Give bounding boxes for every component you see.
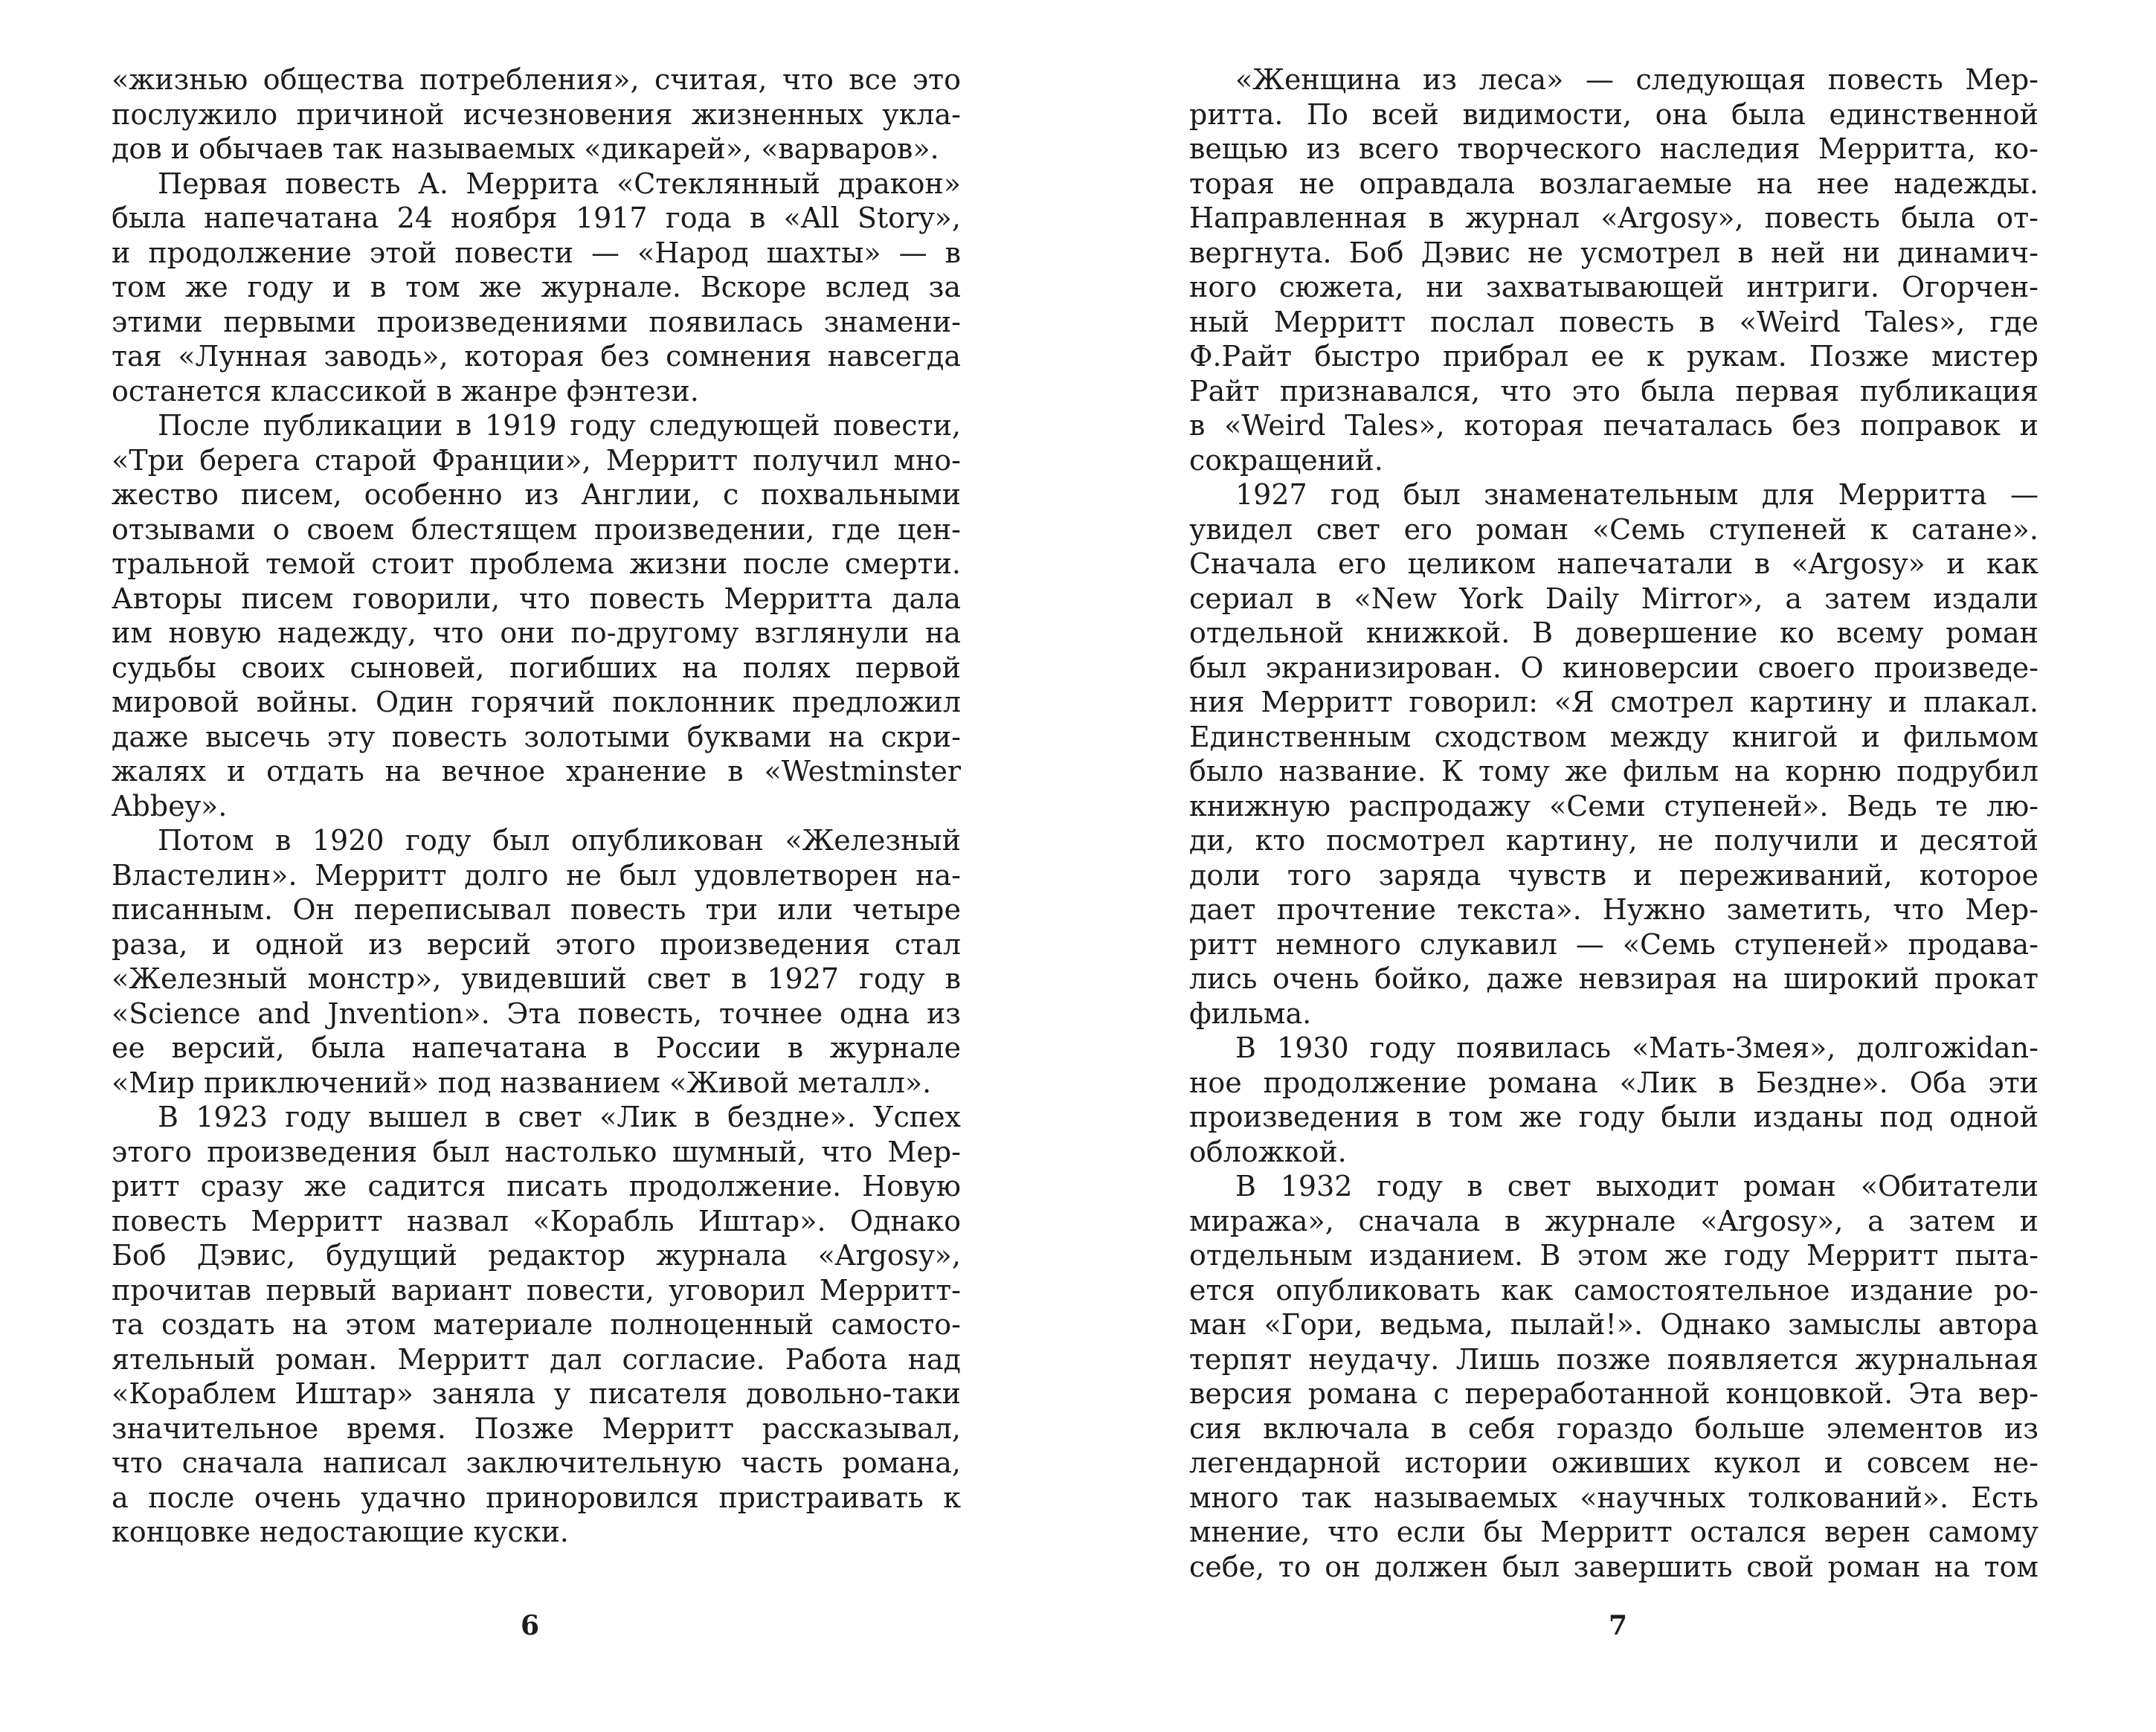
text-line: этого произведения был настолько шумный, что Мер- bbox=[112, 1135, 961, 1168]
text-line: а после очень удачно приноровился пристраивать к bbox=[112, 1481, 961, 1514]
text-line: этими первыми произведениями появилась знамени- bbox=[112, 305, 961, 338]
text-line: раза, и одной из версий этого произведения стал bbox=[112, 927, 961, 961]
text-line: В 1932 году в свет выходит роман «Обитатели bbox=[1235, 1170, 2038, 1203]
text-line: «Три берега старой Франции», Мерритт получил мно- bbox=[112, 443, 961, 477]
text-line: вещью из всего творческого наследия Мерритта, ко- bbox=[1189, 132, 2038, 165]
text-line: ритт сразу же садится писать продолжение. Новую bbox=[112, 1170, 961, 1203]
text-line: В 1930 году появилась «Мать-Змея», долгожidan- bbox=[1235, 1031, 2038, 1064]
text-line: себе, то он должен был завершить свой роман на том bbox=[1189, 1550, 2038, 1583]
text-line: Авторы писем говорили, что повесть Мерритта дала bbox=[112, 582, 961, 615]
text-line: «Женщина из леса» — следующая повесть Мер- bbox=[1235, 63, 2038, 96]
text-line: После публикации в 1919 году следующей повести, bbox=[158, 409, 961, 442]
text-line: «Science and Jnvention». Эта повесть, точнее одна из bbox=[112, 997, 961, 1030]
text-line: мнение, что если бы Мерритт остался верен самому bbox=[1189, 1516, 2038, 1548]
right-page-number: 7 bbox=[1609, 1610, 1628, 1641]
text-line: фильма. bbox=[1189, 997, 1312, 1030]
text-line: Abbey». bbox=[112, 789, 228, 822]
text-line: была напечатана 24 ноября 1917 года в «All Story», bbox=[112, 202, 961, 234]
text-line: «жизнью общества потребления», считая, что все это bbox=[112, 63, 961, 96]
text-line: сокращений. bbox=[1189, 443, 1383, 477]
text-line: что сначала написал заключительную часть романа, bbox=[112, 1446, 961, 1479]
text-line: ния Мерритт говорил: «Я смотрел картину и плакал. bbox=[1189, 686, 2038, 718]
text-line: сериал в «New York Daily Mirror», а затем издали bbox=[1189, 582, 2038, 615]
text-line: прочитав первый вариант повести, уговорил Мерритт- bbox=[112, 1273, 961, 1307]
text-line: останется классикой в жанре фэнтези. bbox=[112, 374, 699, 408]
text-line: вергнута. Боб Дэвис не усмотрел в ней ни динамич- bbox=[1189, 236, 2038, 269]
text-line: жество писем, особенно из Англии, с похвальными bbox=[112, 478, 961, 511]
text-line: повесть Мерритт назвал «Корабль Иштар». Однако bbox=[112, 1204, 961, 1237]
text-line: Направленная в журнал «Argosy», повесть была от- bbox=[1189, 202, 2038, 234]
text-line: Первая повесть А. Меррита «Стеклянный дракон» bbox=[158, 167, 961, 200]
text-line: в «Weird Tales», которая печаталась без поправок и bbox=[1189, 409, 2038, 442]
text-line: судьбы своих сыновей, погибших на полях первой bbox=[112, 651, 961, 684]
text-line: ритта. По всей видимости, она была единственной bbox=[1189, 97, 2038, 131]
text-line: им новую надежду, что они по-другому взглянули на bbox=[112, 616, 961, 649]
text-line: сия включала в себя гораздо больше элементов из bbox=[1189, 1411, 2038, 1445]
right-page bbox=[1078, 0, 2156, 1732]
right-page-text bbox=[1189, 62, 2038, 1584]
text-line: концовке недостающие куски. bbox=[112, 1516, 569, 1548]
left-page-text bbox=[112, 62, 961, 1550]
text-line: тральной темой стоит проблема жизни после смерти. bbox=[112, 547, 961, 580]
text-line: миража», сначала в журнале «Argosy», а затем и bbox=[1189, 1204, 2038, 1237]
text-line: ный Мерритт послал повесть в «Weird Tales», где bbox=[1189, 305, 2038, 338]
text-line: ное продолжение романа «Лик в Бездне». Оба эти bbox=[1189, 1066, 2038, 1099]
text-line: отдельным изданием. В этом же году Мерритт пыта- bbox=[1189, 1239, 2038, 1272]
text-line: 1927 год был знаменательным для Мерритта — bbox=[1235, 478, 2038, 511]
text-line: Ф.Райт быстро прибрал ее к рукам. Позже мистер bbox=[1189, 340, 2038, 373]
text-line: послужило причиной исчезновения жизненных укла- bbox=[112, 97, 961, 131]
text-line: доли того заряда чувств и переживаний, которое bbox=[1189, 858, 2038, 892]
text-line: обложкой. bbox=[1189, 1135, 1347, 1168]
text-line: «Мир приключений» под названием «Живой металл». bbox=[112, 1066, 932, 1099]
text-line: Властелин». Мерритт долго не был удовлетворен на- bbox=[112, 858, 961, 892]
text-line: жалях и отдать на вечное хранение в «Westminster bbox=[112, 755, 961, 788]
text-line: ее версий, была напечатана в России в журнале bbox=[112, 1031, 961, 1064]
text-line: значительное время. Позже Мерритт рассказывал, bbox=[112, 1411, 961, 1445]
text-line: терпят неудачу. Лишь позже появляется журнальная bbox=[1189, 1342, 2038, 1376]
text-line: был экранизирован. О киноверсии своего произведе- bbox=[1189, 651, 2038, 684]
text-line: мировой войны. Один горячий поклонник предложил bbox=[112, 686, 961, 718]
text-line: увидел свет его роман «Семь ступеней к сатане». bbox=[1189, 512, 2038, 546]
text-line: ного сюжета, ни захватывающей интриги. Огорчен- bbox=[1189, 271, 2038, 303]
text-line: лись очень бойко, даже невзирая на широкий прокат bbox=[1189, 962, 2038, 995]
text-line: произведения в том же году были изданы под одной bbox=[1189, 1101, 2038, 1133]
text-line: ритт немного слукавил — «Семь ступеней» продава- bbox=[1189, 927, 2038, 961]
text-line: В 1923 году вышел в свет «Лик в бездне». Успех bbox=[158, 1101, 961, 1133]
text-line: тая «Лунная заводь», которая без сомнения навсегда bbox=[112, 340, 961, 373]
text-line: Единственным сходством между книгой и фильмом bbox=[1189, 720, 2038, 753]
text-line: было название. К тому же фильм на корню подрубил bbox=[1189, 755, 2038, 788]
text-line: ятельный роман. Мерритт дал согласие. Работа над bbox=[112, 1342, 961, 1376]
text-line: книжную распродажу «Семи ступеней». Ведь те лю- bbox=[1189, 789, 2038, 822]
text-line: Сначала его целиком напечатали в «Argosy» и как bbox=[1189, 547, 2038, 580]
text-line: том же году и в том же журнале. Вскоре вслед за bbox=[112, 271, 961, 303]
text-line: «Железный монстр», увидевший свет в 1927 году в bbox=[112, 962, 961, 995]
text-line: и продолжение этой повести — «Народ шахты» — в bbox=[112, 236, 961, 269]
text-line: ди, кто посмотрел картину, не получили и десятой bbox=[1189, 824, 2038, 857]
text-line: та создать на этом материале полноценный самосто- bbox=[112, 1308, 961, 1341]
text-line: ется опубликовать как самостоятельное издание ро- bbox=[1189, 1273, 2038, 1307]
text-line: дов и обычаев так называемых «дикарей», «варваров». bbox=[112, 132, 939, 165]
text-line: Райт признавался, что это была первая публикация bbox=[1189, 374, 2038, 408]
text-line: Потом в 1920 году был опубликован «Железный bbox=[158, 824, 961, 857]
text-line: «Кораблем Иштар» заняла у писателя довольно-таки bbox=[112, 1377, 961, 1410]
text-line: ман «Гори, ведьма, пылай!». Однако замыслы автора bbox=[1189, 1308, 2038, 1341]
text-line: даже высечь эту повесть золотыми буквами на скри- bbox=[112, 720, 961, 753]
text-line: легендарной истории оживших кукол и совсем не- bbox=[1189, 1446, 2038, 1479]
text-line: торая не оправдала возлагаемые на нее надежды. bbox=[1189, 167, 2038, 200]
text-line: Боб Дэвис, будущий редактор журнала «Argosy», bbox=[112, 1239, 961, 1272]
text-line: версия романа с переработанной концовкой. Эта вер- bbox=[1189, 1377, 2038, 1410]
text-line: писанным. Он переписывал повесть три или четыре bbox=[112, 893, 961, 926]
text-line: много так называемых «научных толкований». Есть bbox=[1189, 1481, 2038, 1514]
left-page-number: 6 bbox=[521, 1610, 540, 1641]
text-line: дает прочтение текста». Нужно заметить, что Мер- bbox=[1189, 893, 2038, 926]
text-line: отдельной книжкой. В довершение ко всему роман bbox=[1189, 616, 2038, 649]
text-line: отзывами о своем блестящем произведении, где цен- bbox=[112, 512, 961, 546]
